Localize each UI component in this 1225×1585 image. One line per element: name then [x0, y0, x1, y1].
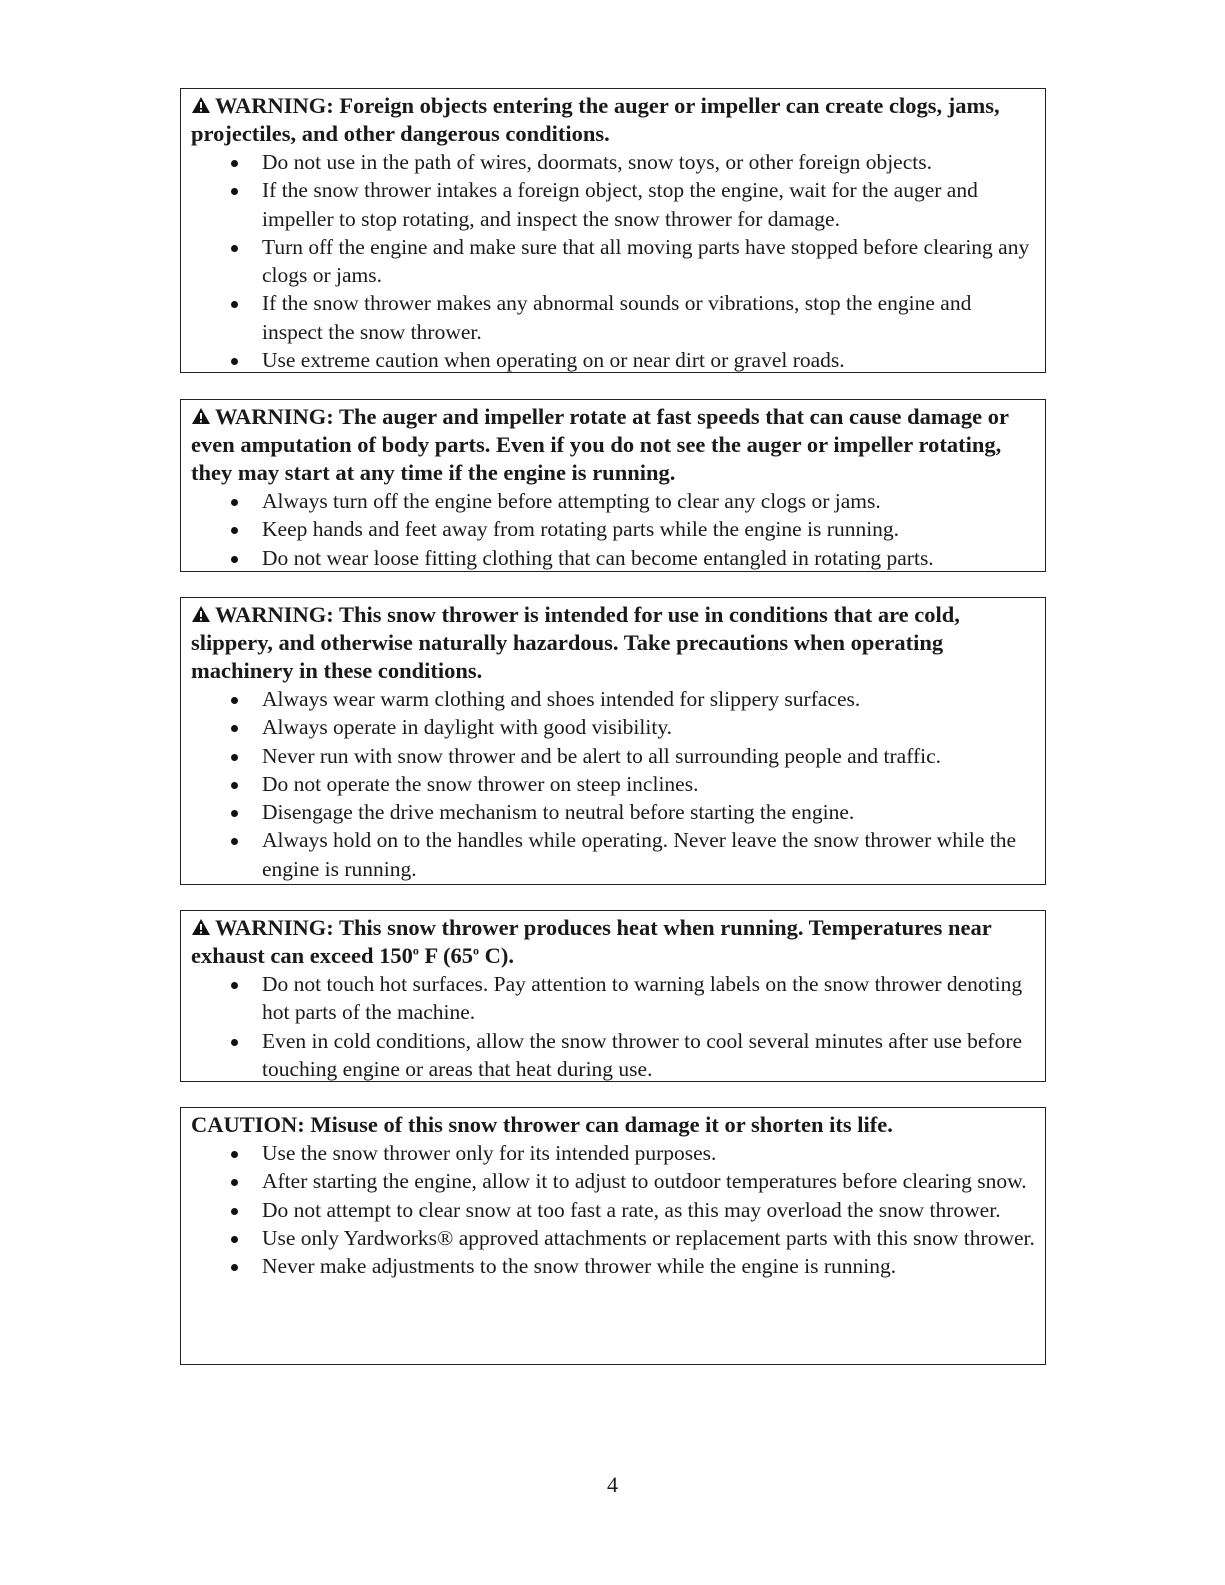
warning-heading-text: The auger and impeller rotate at fast speeds that can cause damage or even amputation of body parts. Even if you do not see the auger or impeller rotating, they may start at any time if the engine is running.	[191, 404, 1009, 485]
list-item: Do not wear loose fitting clothing that can become entangled in rotating parts.	[191, 544, 1035, 572]
list-item: Even in cold conditions, allow the snow thrower to cool several minutes after use before touching engine or areas that heat during use.	[191, 1027, 1035, 1084]
degree-mark: o	[412, 943, 419, 958]
warning-heading	[191, 601, 1035, 685]
list-item: If the snow thrower intakes a foreign object, stop the engine, wait for the auger and impeller to stop rotating, and inspect the snow thrower for damage.	[191, 176, 1035, 233]
list-item: Always wear warm clothing and shoes intended for slippery surfaces.	[191, 685, 1035, 713]
caution-label: CAUTION:	[191, 1112, 305, 1137]
warning-heading-text: Foreign objects entering the auger or impeller can create clogs, jams, projectiles, and other dangerous conditions.	[191, 93, 1000, 146]
list-item: Use only Yardworks® approved attachments or replacement parts with this snow thrower.	[191, 1224, 1035, 1252]
warning-box-auger-impeller	[180, 399, 1046, 572]
list-item: Do not use in the path of wires, doormats, snow toys, or other foreign objects.	[191, 148, 1035, 176]
list-item: After starting the engine, allow it to adjust to outdoor temperatures before clearing snow.	[191, 1167, 1035, 1195]
list-item: Always operate in daylight with good visibility.	[191, 713, 1035, 741]
heading-text-part: F (65	[418, 943, 474, 968]
warning-heading	[191, 914, 1035, 970]
list-item: Do not attempt to clear snow at too fast a rate, as this may overload the snow thrower.	[191, 1196, 1035, 1224]
list-item: Use the snow thrower only for its intended purposes.	[191, 1139, 1035, 1167]
warning-triangle-icon	[191, 918, 211, 936]
warning-box-foreign-objects	[180, 88, 1046, 373]
degree-mark: o	[473, 943, 480, 958]
caution-heading	[191, 1111, 1035, 1139]
warning-triangle-icon	[191, 96, 211, 114]
warning-heading	[191, 403, 1035, 487]
warning-label: WARNING:	[215, 93, 334, 118]
warning-label: WARNING:	[215, 915, 334, 940]
list-item: Always turn off the engine before attempting to clear any clogs or jams.	[191, 487, 1035, 515]
list-item: Never make adjustments to the snow thrower while the engine is running.	[191, 1252, 1035, 1280]
warning-label: WARNING:	[215, 404, 334, 429]
warning-heading-text: This snow thrower is intended for use in conditions that are cold, slippery, and otherwise naturally hazardous. Take precautions when operating machinery in these conditions.	[191, 602, 960, 683]
warning-label: WARNING:	[215, 602, 334, 627]
warning-heading	[191, 92, 1035, 148]
warning-triangle-icon	[191, 605, 211, 623]
warning-box-hazardous-conditions	[180, 597, 1046, 885]
heading-text-part: This snow thrower produces heat when running. Temperatures near exhaust can exceed 150	[191, 915, 992, 968]
warning-triangle-icon	[191, 407, 211, 425]
warning-box-heat	[180, 910, 1046, 1082]
page-number: 4	[607, 1472, 618, 1497]
list-item: If the snow thrower makes any abnormal sounds or vibrations, stop the engine and inspect the snow thrower.	[191, 289, 1035, 346]
list-item: Use extreme caution when operating on or near dirt or gravel roads.	[191, 346, 1035, 374]
caution-heading-text: Misuse of this snow thrower can damage it or shorten its life.	[310, 1112, 893, 1137]
list-item: Always hold on to the handles while operating. Never leave the snow thrower while the engine is running.	[191, 826, 1035, 883]
list-item: Turn off the engine and make sure that all moving parts have stopped before clearing any clogs or jams.	[191, 233, 1035, 290]
list-item: Disengage the drive mechanism to neutral before starting the engine.	[191, 798, 1035, 826]
list-item: Keep hands and feet away from rotating parts while the engine is running.	[191, 515, 1035, 543]
list-item: Never run with snow thrower and be alert to all surrounding people and traffic.	[191, 742, 1035, 770]
list-item: Do not touch hot surfaces. Pay attention to warning labels on the snow thrower denoting hot parts of the machine.	[191, 970, 1035, 1027]
heading-text-part: C).	[479, 943, 515, 968]
list-item: Do not operate the snow thrower on steep inclines.	[191, 770, 1035, 798]
caution-box-misuse	[180, 1107, 1046, 1365]
